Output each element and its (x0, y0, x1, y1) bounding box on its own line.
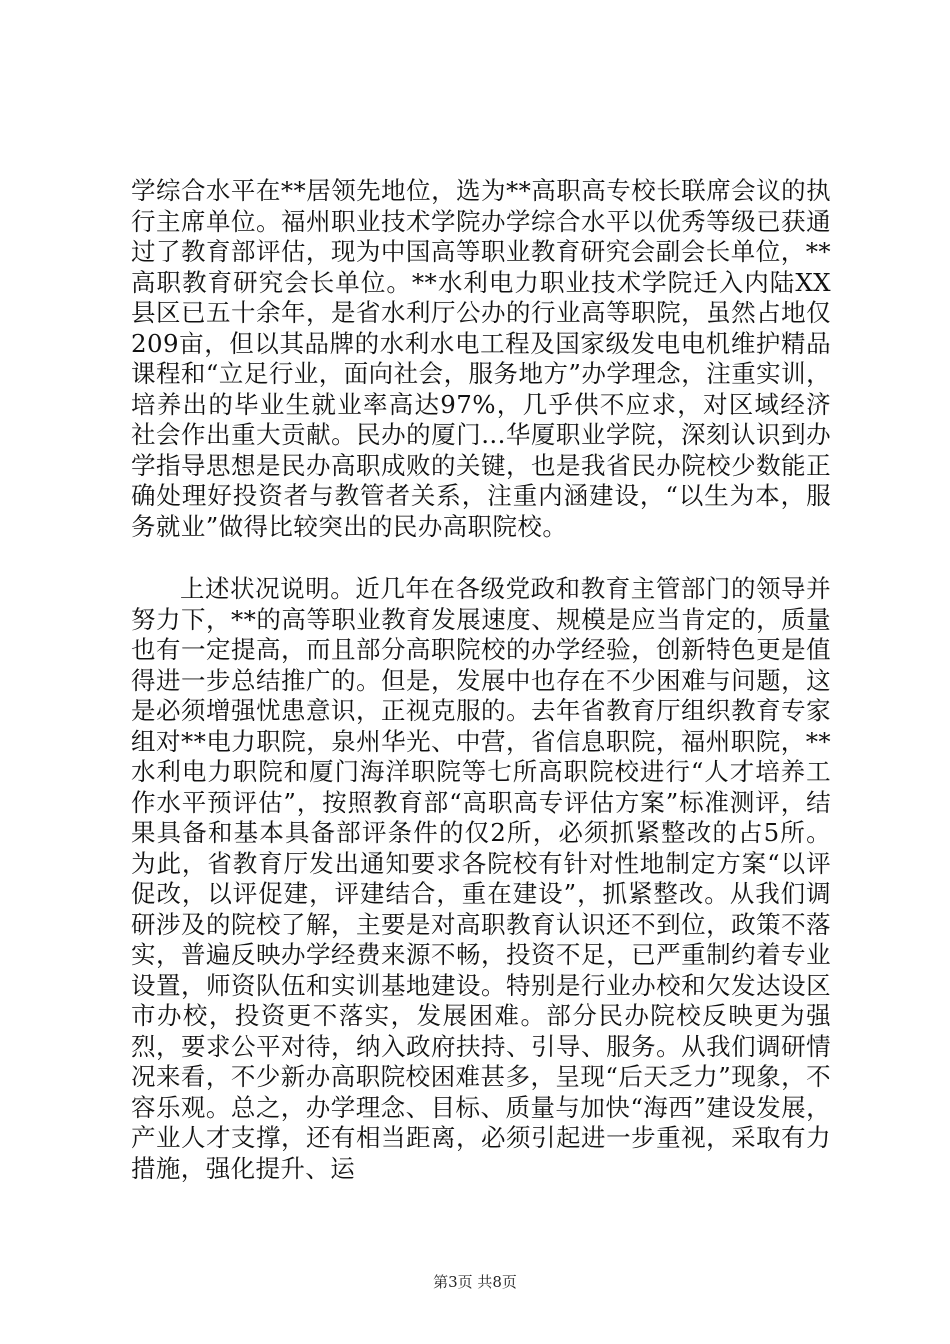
page-footer: 第3页 共8页 (433, 1273, 517, 1291)
paragraph-spacer (131, 542, 831, 574)
paragraph-2: 上述状况说明。近几年在各级党政和教育主管部门的领导并努力下，**的高等职业教育发展速度、规模是应当肯定的，质量也有一定提高，而且部分高职院校的办学经验，创新特色更是值得进一步总结推广的。但是，发展中也存在不少困难与问题，这是必须增强忧患意识，正视克服的。去年省教育厅组织教育专家组对**电力职院，泉州华光、中营，省信息职院，福州职院，**水利电力职院和厦门海洋职院等七所高职院校进行“人才培养工作水平预评估”，按照教育部“高职高专评估方案”标准测评，结果具备和基本具备部评条件的仅2所，必须抓紧整改的占5所。为此，省教育厅发出通知要求各院校有针对性地制定方案“以评促改，以评促建，评建结合，重在建设”，抓紧整改。从我们调研涉及的院校了解，主要是对高职教育认识还不到位，政策不落实，普遍反映办学经费来源不畅，投资不足，已严重制约着专业设置，师资队伍和实训基地建设。特别是行业办校和欠发达设区市办校，投资更不落实，发展困难。部分民办院校反映更为强烈，要求公平对待，纳入政府扶持、引导、服务。从我们调研情况来看，不少新办高职院校困难甚多，呈现“后天乏力”现象，不容乐观。总之，办学理念、目标、质量与加快“海西”建设发展，产业人才支撑，还有相当距离，必须引起进一步重视，采取有力措施，强化提升、运 (131, 574, 831, 1183)
paragraph-1: 学综合水平在**居领先地位，选为**高职高专校长联席会议的执行主席单位。福州职业技术学院办学综合水平以优秀等级已获通过了教育部评估，现为中国高等职业教育研究会副会长单位，**高职教育研究会长单位。**水利电力职业技术学院迁入内陆XX县区已五十余年，是省水利厅公办的行业高等职院，虽然占地仅209亩，但以其品牌的水利水电工程及国家级发电电机维护精品课程和“立足行业，面向社会，服务地方”办学理念，注重实训，培养出的毕业生就业率高达97%，几乎供不应求，对区域经济社会作出重大贡献。民办的厦门...华厦职业学院，深刻认识到办学指导思想是民办高职成败的关键，也是我省民办院校少数能正确处理好投资者与教管者关系，注重内涵建设，“以生为本，服务就业”做得比较突出的民办高职院校。 (131, 176, 831, 541)
document-body (131, 176, 831, 1184)
